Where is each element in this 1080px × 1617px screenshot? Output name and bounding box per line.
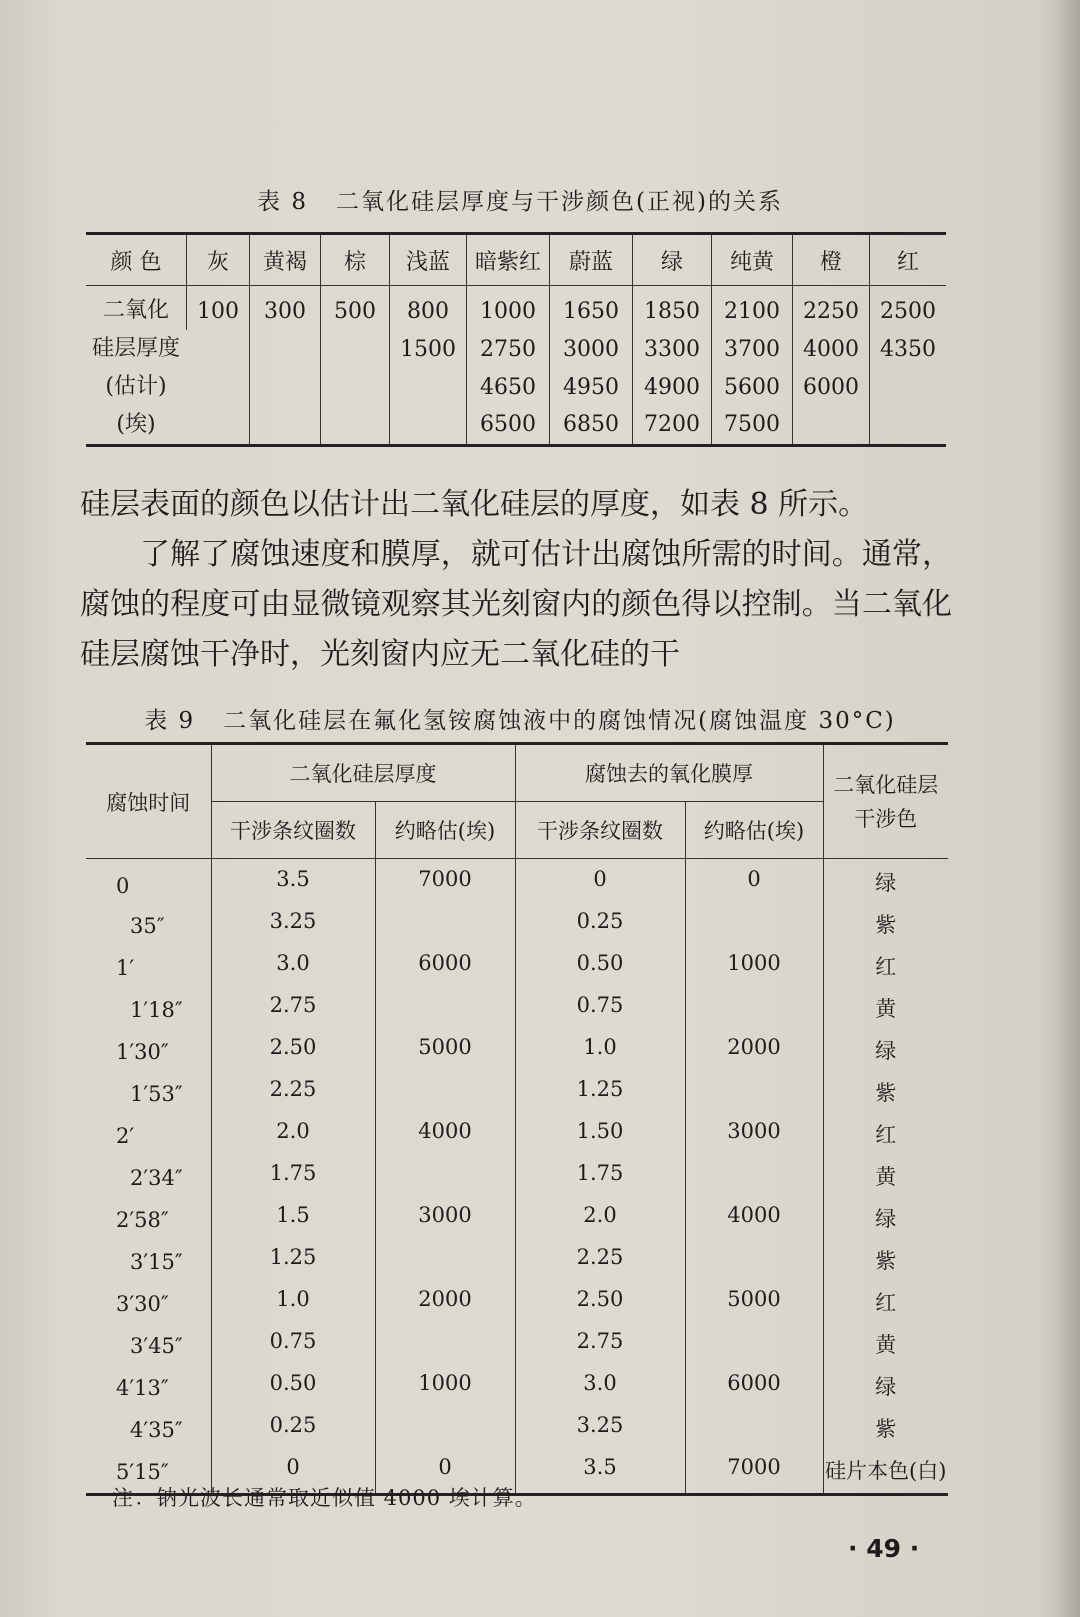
table8-cell: 100: [187, 286, 250, 331]
table8-cell: 4000: [793, 330, 870, 368]
table9-thickness-fringes-cell: 0.75: [211, 1325, 375, 1367]
table9-removed-fringes-cell: 1.25: [515, 1073, 685, 1115]
table9-color-cell: 紫: [823, 1241, 948, 1283]
table9-header-approx: 约略估(埃): [685, 802, 823, 859]
table9-color-cell: 黄: [823, 989, 948, 1031]
table9-thickness-approx-cell: [375, 1073, 515, 1115]
table8-cell: [793, 406, 870, 446]
table8-header-cell: 棕: [321, 234, 390, 286]
table9-time-cell: 2′: [116, 1124, 135, 1148]
table9-removed-fringes-cell: 1.50: [515, 1115, 685, 1157]
book-spine: [1054, 0, 1080, 1617]
table9-thickness-fringes-cell: 3.25: [211, 905, 375, 947]
table9-removed-fringes-cell: 2.75: [515, 1325, 685, 1367]
table8-cell: [187, 406, 250, 446]
table9-thickness-approx-cell: 4000: [375, 1115, 515, 1157]
table9-color-cell: 硅片本色(白): [823, 1451, 948, 1495]
table9-body: [86, 859, 948, 1495]
table9-row: [86, 947, 948, 989]
table8-header-cell: 绿: [633, 234, 712, 286]
table9-time-cell: 3′15″: [130, 1250, 183, 1274]
table8-cell: 800: [390, 286, 467, 331]
table8-header-cell: 红: [870, 234, 947, 286]
table9-thickness-approx-cell: [375, 1241, 515, 1283]
table8-cell: 5600: [712, 368, 793, 406]
table8-cell: [250, 330, 321, 368]
table8-cell: 2750: [467, 330, 550, 368]
table9-removed-fringes-cell: 3.0: [515, 1367, 685, 1409]
table8-row: [86, 406, 946, 446]
table9-header-thickness: 二氧化硅层厚度: [211, 744, 515, 802]
table9-thickness-fringes-cell: 3.5: [211, 859, 375, 906]
table9-thickness-fringes-cell: 1.25: [211, 1241, 375, 1283]
table9-time-cell: 3′30″: [116, 1292, 169, 1316]
table8-header-cell: 黄褐: [250, 234, 321, 286]
table9-color-cell: 黄: [823, 1325, 948, 1367]
table8-header-cell: 浅蓝: [390, 234, 467, 286]
table8-header-cell: 暗紫红: [467, 234, 550, 286]
table9-removed-approx-cell: 0: [685, 859, 823, 906]
table9-removed-approx-cell: 2000: [685, 1031, 823, 1073]
table9-removed-approx-cell: [685, 1073, 823, 1115]
table9-header-row: [86, 744, 948, 802]
table9-removed-fringes-cell: 0.25: [515, 905, 685, 947]
table8-cell: 7500: [712, 406, 793, 446]
paragraph-2: 了解了腐蚀速度和膜厚，就可估计出腐蚀所需的时间。通常，腐蚀的程度可由显微镜观察其光刻窗内的颜色得以控制。当二氧化硅层腐蚀干净时，光刻窗内应无二氧化硅的干: [80, 537, 952, 672]
table9-time-cell: 1′53″: [130, 1082, 183, 1106]
table8-cell: 1850: [633, 286, 712, 331]
table9-row: [86, 1241, 948, 1283]
table9-removed-fringes-cell: 2.25: [515, 1241, 685, 1283]
table9-time-cell: 5′15″: [116, 1460, 169, 1484]
table8-cell: [250, 406, 321, 446]
table9-thickness-approx-cell: [375, 1325, 515, 1367]
table8-cell: 7200: [633, 406, 712, 446]
table8-cell: 6850: [550, 406, 633, 446]
table9-removed-approx-cell: [685, 905, 823, 947]
table9-time-cell: 0: [116, 874, 130, 898]
table8-cell: 1000: [467, 286, 550, 331]
table9-removed-fringes-cell: 2.50: [515, 1283, 685, 1325]
table9-removed-fringes-cell: 0.50: [515, 947, 685, 989]
table9-removed-approx-cell: [685, 1157, 823, 1199]
table9-header-color: 二氧化硅层干涉色: [823, 744, 948, 859]
table8-cell: [390, 368, 467, 406]
table8-title: 二氧化硅层厚度与干涉颜色(正视)的关系: [336, 189, 783, 215]
table9-thickness-fringes-cell: 2.50: [211, 1031, 375, 1073]
table9-title: 二氧化硅层在氟化氢铵腐蚀液中的腐蚀情况(腐蚀温度 30°C): [223, 708, 896, 734]
table9-color-cell: 红: [823, 947, 948, 989]
table8-cell: 2100: [712, 286, 793, 331]
table8-cell: 6000: [793, 368, 870, 406]
table9-removed-approx-cell: 5000: [685, 1283, 823, 1325]
table9-row: [86, 859, 948, 906]
table9-removed-approx-cell: 6000: [685, 1367, 823, 1409]
table9-header-fringes: 干涉条纹圈数: [515, 802, 685, 859]
table9-removed-approx-cell: [685, 1325, 823, 1367]
table8-header-cell: 橙: [793, 234, 870, 286]
table9-time-cell: 2′34″: [130, 1166, 183, 1190]
table9-removed-approx-cell: 7000: [685, 1451, 823, 1495]
table8-cell: 6500: [467, 406, 550, 446]
table9-color-cell: 黄: [823, 1157, 948, 1199]
table8-cell: 3000: [550, 330, 633, 368]
table8-cell: 1650: [550, 286, 633, 331]
table9-row: [86, 1409, 948, 1451]
table9-removed-fringes-cell: 3.5: [515, 1451, 685, 1495]
table8-cell: 4650: [467, 368, 550, 406]
table9-removed-fringes-cell: 0: [515, 859, 685, 906]
table8-cell: [321, 406, 390, 446]
table9-removed-approx-cell: 3000: [685, 1115, 823, 1157]
table8-cell: [390, 406, 467, 446]
table8-cell: 3700: [712, 330, 793, 368]
table9-removed-fringes-cell: 1.0: [515, 1031, 685, 1073]
table9-time-cell: 35″: [130, 914, 165, 938]
table9-time-cell: 1′30″: [116, 1040, 169, 1064]
table9-thickness-approx-cell: 0: [375, 1451, 515, 1495]
table8-row: [86, 286, 946, 331]
table9-row: [86, 1031, 948, 1073]
table9-removed-approx-cell: [685, 1241, 823, 1283]
table8-row: [86, 368, 946, 406]
table9: [86, 742, 948, 1496]
table8-header-cell: 颜 色: [86, 234, 187, 286]
table9-color-cell: 红: [823, 1283, 948, 1325]
table9-thickness-fringes-cell: 2.75: [211, 989, 375, 1031]
table9-thickness-approx-cell: 7000: [375, 859, 515, 906]
table8-cell: [870, 368, 947, 406]
table9-header-fringes: 干涉条纹圈数: [211, 802, 375, 859]
table9-row: [86, 905, 948, 947]
table9-thickness-approx-cell: [375, 905, 515, 947]
table9-thickness-fringes-cell: 1.0: [211, 1283, 375, 1325]
table9-color-cell: 紫: [823, 1073, 948, 1115]
table9-time-cell: 1′: [116, 956, 135, 980]
table8-cell: [187, 368, 250, 406]
table9-subheader-row: [86, 802, 948, 859]
table9-thickness-fringes-cell: 2.0: [211, 1115, 375, 1157]
table8-header-cell: 纯黄: [712, 234, 793, 286]
table8-cell: [250, 368, 321, 406]
table9-row: [86, 1199, 948, 1241]
table9-removed-fringes-cell: 1.75: [515, 1157, 685, 1199]
table9-thickness-fringes-cell: 1.5: [211, 1199, 375, 1241]
table9-thickness-approx-cell: 6000: [375, 947, 515, 989]
table9-row: [86, 1325, 948, 1367]
table8-cell: 500: [321, 286, 390, 331]
table8-cell: [187, 330, 250, 368]
table8-cell: 2500: [870, 286, 947, 331]
table8-cell: [321, 368, 390, 406]
table9-thickness-approx-cell: 2000: [375, 1283, 515, 1325]
table8-caption: [80, 183, 960, 216]
table8-cell: 4900: [633, 368, 712, 406]
table9-header-removed: 腐蚀去的氧化膜厚: [515, 744, 823, 802]
table9-number: 表 9: [144, 708, 196, 734]
table8: [86, 232, 946, 447]
table9-thickness-approx-cell: 5000: [375, 1031, 515, 1073]
table9-row: [86, 1073, 948, 1115]
table9-row: [86, 1115, 948, 1157]
table9-thickness-approx-cell: [375, 989, 515, 1031]
paragraph-1: 硅层表面的颜色以估计出二氧化硅层的厚度，如表 8 所示。: [80, 487, 869, 522]
table9-color-cell: 紫: [823, 1409, 948, 1451]
table9-color-cell: 紫: [823, 905, 948, 947]
table8-cell: 2250: [793, 286, 870, 331]
table9-color-cell: 绿: [823, 1199, 948, 1241]
table8-header-cell: 蔚蓝: [550, 234, 633, 286]
table9-thickness-fringes-cell: 3.0: [211, 947, 375, 989]
table-note: 注：钠光波长通常取近似值 4000 埃计算。: [112, 1486, 537, 1510]
table9-time-cell: 3′45″: [130, 1334, 183, 1358]
table9-thickness-approx-cell: [375, 1157, 515, 1199]
table9-row: [86, 1283, 948, 1325]
table9-color-cell: 红: [823, 1115, 948, 1157]
table8-cell: 4950: [550, 368, 633, 406]
table8-row-label: 二氧化 硅层厚度 (估计) (埃): [91, 298, 180, 437]
table9-row: [86, 1367, 948, 1409]
table9-thickness-fringes-cell: 2.25: [211, 1073, 375, 1115]
page-number: · 49 ·: [848, 1534, 920, 1563]
table9-thickness-fringes-cell: 0.50: [211, 1367, 375, 1409]
table9-thickness-approx-cell: 1000: [375, 1367, 515, 1409]
table9-removed-fringes-cell: 3.25: [515, 1409, 685, 1451]
table8-cell: [870, 406, 947, 446]
table9-removed-fringes-cell: 2.0: [515, 1199, 685, 1241]
table9-removed-fringes-cell: 0.75: [515, 989, 685, 1031]
table9-removed-approx-cell: [685, 1409, 823, 1451]
table9-removed-approx-cell: 1000: [685, 947, 823, 989]
table9-time-cell: 2′58″: [116, 1208, 169, 1232]
table8-header-cell: 灰: [187, 234, 250, 286]
table9-thickness-fringes-cell: 0.25: [211, 1409, 375, 1451]
table9-caption: [80, 702, 960, 735]
table9-thickness-approx-cell: 3000: [375, 1199, 515, 1241]
table9-time-cell: 4′35″: [130, 1418, 183, 1442]
table9-color-cell: 绿: [823, 1031, 948, 1073]
table9-thickness-fringes-cell: 1.75: [211, 1157, 375, 1199]
table8-number: 表 8: [257, 189, 308, 215]
table8-header-row: [86, 234, 946, 286]
table9-header-time: 腐蚀时间: [86, 744, 211, 859]
table9-color-cell: 绿: [823, 859, 948, 906]
table9-time-cell: 1′18″: [130, 998, 183, 1022]
table8-cell: 3300: [633, 330, 712, 368]
table9-thickness-fringes-cell: 0: [211, 1451, 375, 1495]
table9-row: [86, 1157, 948, 1199]
table9-removed-approx-cell: [685, 989, 823, 1031]
table9-removed-approx-cell: 4000: [685, 1199, 823, 1241]
table9-thickness-approx-cell: [375, 1409, 515, 1451]
table8-cell: 300: [250, 286, 321, 331]
table9-color-cell: 绿: [823, 1367, 948, 1409]
table8-cell: 4350: [870, 330, 947, 368]
table9-time-cell: 4′13″: [116, 1376, 169, 1400]
table8-row: [86, 330, 946, 368]
table8-cell: 1500: [390, 330, 467, 368]
table9-header-approx: 约略估(埃): [375, 802, 515, 859]
table9-row: [86, 989, 948, 1031]
table8-cell: [321, 330, 390, 368]
